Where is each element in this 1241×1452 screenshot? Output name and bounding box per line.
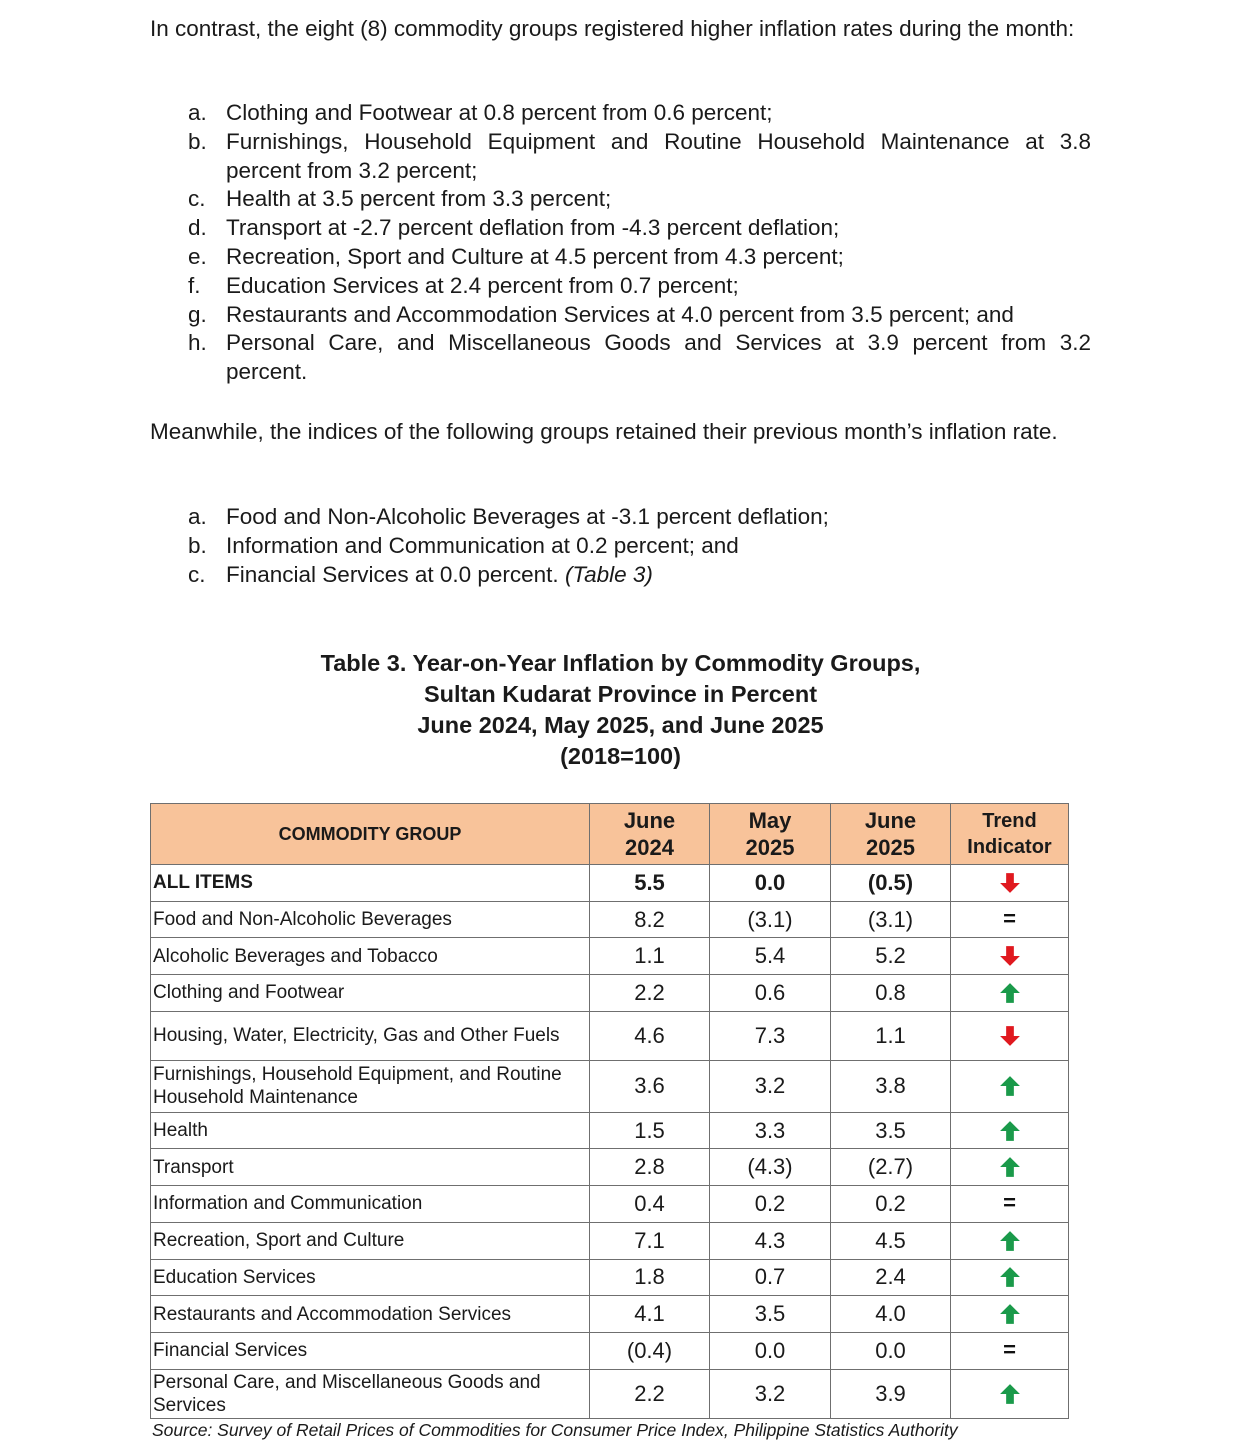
june-2025-cell: 0.2 [831, 1186, 951, 1223]
commodity-group-cell: Education Services [151, 1259, 590, 1296]
commodity-group-cell: Personal Care, and Miscellaneous Goods and Services [151, 1369, 590, 1418]
commodity-group-cell: Housing, Water, Electricity, Gas and Other Fuels [151, 1011, 590, 1060]
list-item: e. Recreation, Sport and Culture at 4.5 percent from 4.3 percent; [188, 243, 844, 269]
june-2024-cell: 8.2 [590, 901, 710, 938]
may-2025-cell: 0.0 [710, 1332, 831, 1369]
june-2024-cell: 3.6 [590, 1060, 710, 1112]
list-item: f. Education Services at 2.4 percent from 0.7 percent; [188, 272, 739, 298]
commodity-group-cell: ALL ITEMS [151, 865, 590, 902]
trend-indicator-cell [951, 1112, 1069, 1149]
equal-icon: = [1003, 906, 1016, 932]
june-2025-cell: 3.9 [831, 1369, 951, 1418]
trend-indicator-cell [951, 1186, 1069, 1223]
arrow-up-icon [999, 1266, 1021, 1288]
june-2024-cell: 1.5 [590, 1112, 710, 1149]
header-june-2025: June 2025 [831, 804, 951, 865]
june-2025-cell: 0.0 [831, 1332, 951, 1369]
table-reference: (Table 3) [564, 561, 653, 587]
trend-indicator-cell [951, 1149, 1069, 1186]
commodity-group-cell: Recreation, Sport and Culture [151, 1222, 590, 1259]
arrow-up-icon [999, 1156, 1021, 1178]
trend-indicator-cell [951, 938, 1069, 975]
table-row [151, 1332, 1069, 1369]
june-2024-cell: 1.8 [590, 1259, 710, 1296]
june-2025-cell: 0.8 [831, 975, 951, 1012]
arrow-up-icon [999, 1383, 1021, 1405]
june-2024-cell: 2.8 [590, 1149, 710, 1186]
june-2024-cell: 4.6 [590, 1011, 710, 1060]
june-2024-cell: 1.1 [590, 938, 710, 975]
june-2025-cell: (3.1) [831, 901, 951, 938]
higher-inflation-list [188, 99, 1091, 387]
list-item: a. Food and Non-Alcoholic Beverages at -3.1 percent deflation; [188, 504, 829, 529]
arrow-down-icon [999, 872, 1021, 894]
table-row [151, 1296, 1069, 1333]
header-june-2024: June 2024 [590, 804, 710, 865]
may-2025-cell: 0.7 [710, 1259, 831, 1296]
table-row [151, 865, 1069, 902]
may-2025-cell: 3.3 [710, 1112, 831, 1149]
source-note: Source: Survey of Retail Prices of Commodities for Consumer Price Index, Philippine Statistics Authority [152, 1420, 958, 1440]
header-commodity-group: COMMODITY GROUP [151, 804, 590, 865]
commodity-group-cell: Alcoholic Beverages and Tobacco [151, 938, 590, 975]
trend-indicator-cell [951, 975, 1069, 1012]
arrow-down-icon [999, 1025, 1021, 1047]
june-2025-cell: 5.2 [831, 938, 951, 975]
june-2025-cell: (2.7) [831, 1149, 951, 1186]
list-item: g. Restaurants and Accommodation Services at 4.0 percent from 3.5 percent; and [188, 301, 1014, 327]
table-row [151, 1112, 1069, 1149]
trend-indicator-cell [951, 1369, 1069, 1418]
arrow-up-icon [999, 1230, 1021, 1252]
june-2025-cell: 3.5 [831, 1112, 951, 1149]
may-2025-cell: (4.3) [710, 1149, 831, 1186]
table-row [151, 1011, 1069, 1060]
table-row [151, 1259, 1069, 1296]
june-2024-cell: (0.4) [590, 1332, 710, 1369]
june-2024-cell: 2.2 [590, 1369, 710, 1418]
june-2024-cell: 0.4 [590, 1186, 710, 1223]
table-row [151, 1222, 1069, 1259]
equal-icon: = [1003, 1337, 1016, 1363]
table-row [151, 1060, 1069, 1112]
may-2025-cell: 3.2 [710, 1369, 831, 1418]
arrow-up-icon [999, 982, 1021, 1004]
june-2024-cell: 7.1 [590, 1222, 710, 1259]
table-row [151, 1369, 1069, 1418]
arrow-up-icon [999, 1120, 1021, 1142]
table-header-row [151, 804, 1069, 865]
list-item: d. Transport at -2.7 percent deflation from -4.3 percent deflation; [188, 215, 840, 241]
may-2025-cell: 3.5 [710, 1296, 831, 1333]
commodity-group-cell: Clothing and Footwear [151, 975, 590, 1012]
commodity-group-cell: Restaurants and Accommodation Services [151, 1296, 590, 1333]
table-title: Table 3. Year-on-Year Inflation by Commodity Groups, Sultan Kudarat Province in Percent June 2024, May 2025, and June 2025 (2018=100) [320, 650, 921, 769]
trend-indicator-cell [951, 865, 1069, 902]
retained-inflation-list [188, 503, 1091, 589]
trend-indicator-cell [951, 1259, 1069, 1296]
commodity-group-cell: Information and Communication [151, 1186, 590, 1223]
header-may-2025: May 2025 [710, 804, 831, 865]
header-trend-indicator: Trend Indicator [951, 804, 1069, 865]
list-item: c. Financial Services at 0.0 percent. (Table 3) [188, 561, 653, 587]
june-2024-cell: 5.5 [590, 865, 710, 902]
june-2024-cell: 2.2 [590, 975, 710, 1012]
list-item: b. Furnishings, Household Equipment and Routine Household Maintenance at 3.8 percent from 3.2 percent; [188, 128, 1091, 183]
list-item: c. Health at 3.5 percent from 3.3 percent; [188, 186, 612, 212]
table-row [151, 901, 1069, 938]
table-row [151, 1186, 1069, 1223]
may-2025-cell: 3.2 [710, 1060, 831, 1112]
may-2025-cell: 0.6 [710, 975, 831, 1012]
june-2025-cell: 2.4 [831, 1259, 951, 1296]
commodity-group-cell: Furnishings, Household Equipment, and Routine Household Maintenance [151, 1060, 590, 1112]
june-2025-cell: 3.8 [831, 1060, 951, 1112]
may-2025-cell: 4.3 [710, 1222, 831, 1259]
commodity-group-cell: Financial Services [151, 1332, 590, 1369]
arrow-up-icon [999, 1303, 1021, 1325]
may-2025-cell: 0.2 [710, 1186, 831, 1223]
trend-indicator-cell [951, 1060, 1069, 1112]
commodity-group-cell: Food and Non-Alcoholic Beverages [151, 901, 590, 938]
may-2025-cell: 5.4 [710, 938, 831, 975]
list-item: a. Clothing and Footwear at 0.8 percent from 0.6 percent; [188, 100, 773, 125]
trend-indicator-cell [951, 1332, 1069, 1369]
june-2025-cell: 4.5 [831, 1222, 951, 1259]
intro-retained-paragraph: Meanwhile, the indices of the following groups retained their previous month’s inflation rate. [150, 419, 1058, 444]
list-item: b. Information and Communication at 0.2 percent; and [188, 532, 739, 558]
may-2025-cell: 0.0 [710, 865, 831, 902]
may-2025-cell: (3.1) [710, 901, 831, 938]
equal-icon: = [1003, 1190, 1016, 1216]
arrow-up-icon [999, 1075, 1021, 1097]
table-row [151, 975, 1069, 1012]
table-row [151, 938, 1069, 975]
trend-indicator-cell [951, 1011, 1069, 1060]
june-2025-cell: 1.1 [831, 1011, 951, 1060]
trend-indicator-cell [951, 1222, 1069, 1259]
table-row [151, 1149, 1069, 1186]
commodity-group-cell: Transport [151, 1149, 590, 1186]
arrow-down-icon [999, 945, 1021, 967]
commodity-group-cell: Health [151, 1112, 590, 1149]
june-2025-cell: 4.0 [831, 1296, 951, 1333]
trend-indicator-cell [951, 901, 1069, 938]
inflation-table [150, 803, 1069, 1419]
list-item: h. Personal Care, and Miscellaneous Goods and Services at 3.9 percent from 3.2 percent. [188, 330, 1091, 385]
may-2025-cell: 7.3 [710, 1011, 831, 1060]
june-2025-cell: (0.5) [831, 865, 951, 902]
intro-higher-paragraph: In contrast, the eight (8) commodity groups registered higher inflation rates during the month: [150, 16, 1075, 41]
june-2024-cell: 4.1 [590, 1296, 710, 1333]
trend-indicator-cell [951, 1296, 1069, 1333]
